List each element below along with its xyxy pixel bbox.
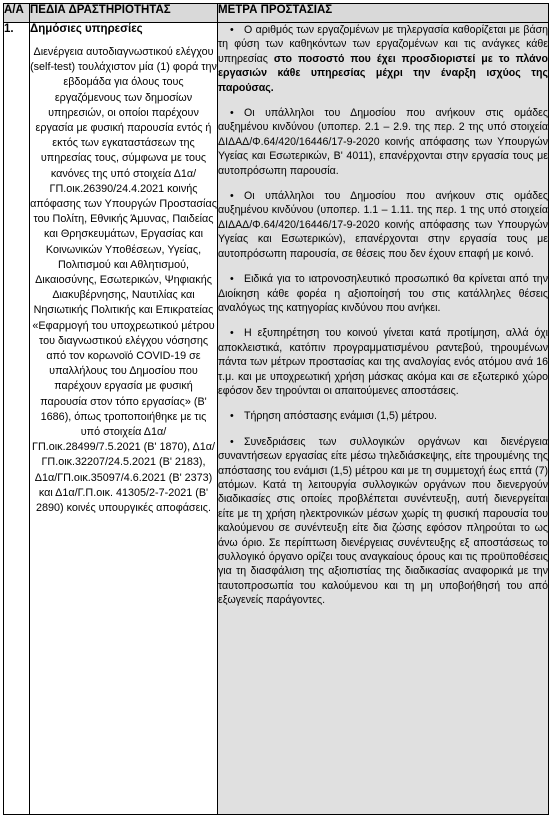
measure-item bbox=[218, 272, 548, 315]
header-number: Α/Α bbox=[4, 4, 30, 23]
field-title: Δημόσιες υπηρεσίες bbox=[30, 23, 143, 35]
measure-text: Η εξυπηρέτηση του κοινού γίνεται κατά προτίμηση, αλλά όχι αποκλειστικά, κατόπιν προγραμματισμένου ραντεβού, τηρουμένων πάντα των μέτρων προστασίας και της αναλογίας ενός ατόμου ανά 16 τ.μ. και με υποχρεωτική χρήση μάσκας ακόμα και σε εξωτερικό χώρο εφόσον δεν τηρούνται οι απαιτούμενες αποστάσεις. bbox=[218, 327, 548, 397]
measure-item bbox=[218, 435, 548, 608]
measure-text: Συνεδριάσεις των συλλογικών οργάνων και διενέργεια συναντήσεων εργασίας είτε μέσω τηλεδιάσκεψης, είτε τηρουμένης της απόστασης του ενάμισι (1,5) μέτρου και με τη συμμετοχή έως επτά (7) ατόμων. Κατά τη λειτουργία συλλογικών οργάνων που διενεργούν διαδικασίες στις οποίες προβλέπεται συνέντευξη, αυτή διενεργείται είτε με τη χρήση ηλεκτρονικών μέσων χωρίς τη φυσική παρουσία του καλούμενου σε συνέντευξη είτε δια ζώσης εφόσον πληρούται το ως άνω όριο. Σε περίπτωση διενέργειας συνέντευξης εξ αποστάσεως το συλλογικό όργανο ορίζει τους αναγκαίους όρους και τις προϋποθέσεις για τη διασφάλιση της αξιοπιστίας της διαδικασίας αναφορικά με την ταυτοπροσωπία του καλούμενου και τη μη υποβοήθησή του από εξωγενείς παράγοντες. bbox=[218, 435, 548, 607]
bullet-icon: • bbox=[230, 190, 234, 203]
table-header-row bbox=[4, 4, 549, 23]
field-description: Διενέργεια αυτοδιαγνωστικού ελέγχου (self-test) τουλάχιστον μία (1) φορά την εβδομάδα για όλους τους εργαζόμενους των δημοσίων υπηρεσιών, οι οποίοι παρέχουν εργασία με φυσική παρουσία εντός ή εκτός των εγκαταστάσεων της υπηρεσίας τους, σύμφωνα με τους κανόνες της υπό στοιχεία Δ1α/ΓΠ.οικ.26390/24.4.2021 κοινής απόφασης των Υπουργών Προστασίας του Πολίτη, Εθνικής Άμυνας, Παιδείας και Θρησκευμάτων, Εργασίας και Κοινωνικών Υποθέσεων, Υγείας, Πολιτισμού και Αθλητισμού, Δικαιοσύνης, Εσωτερικών, Ψηφιακής Διακυβέρνησης, Ναυτιλίας και Νησιωτικής Πολιτικής και Επικρατείας «Εφαρμογή του υποχρεωτικού μέτρου του διαγνωστικού ελέγχου νόσησης από τον κορωνοϊό COVID-19 σε υπαλλήλους του Δημοσίου που παρέχουν εργασία με φυσική παρουσία στον τόπο εργασίας» (Β' 1686), όπως τροποποιήθηκε με τις υπό στοιχεία Δ1α/ΓΠ.οικ.28499/7.5.2021 (Β' 1870), Δ1α/ΓΠ.οικ.32207/24.5.2021 (Β' 2183), Δ1α/ΓΠ.οικ.35097/4.6.2021 (Β' 2373) και Δ1α/Γ.Π.οικ. 41305/2-7-2021 (Β' 2890) κοινές υπουργικές αποφάσεις. bbox=[30, 46, 217, 515]
measure-text: Ειδικά για το ιατρονοσηλευτικό προσωπικό θα κρίνεται από την Διοίκηση κάθε φορέα η αξιοποίησή του στις κατάλληλες θέσεις αναλόγως της κατηγορίας κινδύνου που ανήκει. bbox=[218, 273, 548, 314]
measure-item bbox=[218, 189, 548, 261]
measure-text: Ο αριθμός των εργαζομένων με τηλεργασία καθορίζεται με βάση τη φύση των καθηκόντων των εργαζομένων και τις ανάγκες κάθε υπηρεσίας bbox=[218, 24, 548, 65]
measure-item bbox=[218, 409, 548, 423]
bullet-icon: • bbox=[230, 410, 234, 423]
header-protection-measures: ΜΕΤΡΑ ΠΡΟΣΤΑΣΙΑΣ bbox=[218, 4, 549, 23]
row-number: 1. bbox=[4, 23, 30, 815]
measure-item bbox=[218, 106, 548, 178]
bullet-icon: • bbox=[230, 24, 234, 36]
measures-cell bbox=[218, 23, 549, 815]
activity-field-cell bbox=[30, 23, 218, 815]
bullet-icon: • bbox=[230, 107, 234, 120]
measure-text: Τήρηση απόστασης ενάμισι (1,5) μέτρου. bbox=[244, 410, 437, 423]
header-activity-field: ΠΕΔΙΑ ΔΡΑΣΤΗΡΙΟΤΗΤΑΣ bbox=[30, 4, 218, 23]
bullet-icon: • bbox=[230, 435, 234, 448]
measures-table bbox=[3, 3, 549, 815]
measure-item bbox=[218, 23, 548, 95]
bullet-icon: • bbox=[230, 327, 234, 340]
bullet-icon: • bbox=[230, 273, 234, 286]
measure-text: Οι υπάλληλοι του Δημοσίου που ανήκουν στις ομάδες αυξημένου κινδύνου (υποπερ. 2.1 – 2.9. της περ. 2 της υπό στοιχεία ΔΙΔΑΔ/Φ.64/420/16446/17-9-2020 κοινής απόφασης των Υπουργών Υγείας και Εσωτερικών, Β' 4011), επανέρχονται στην εργασία τους με αυτοπρόσωπη παρουσία. bbox=[218, 107, 548, 177]
measure-emphasis: στο ποσοστό που έχει προσδιοριστεί με το πλάνο εργασιών κάθε υπηρεσίας μέχρι την έναρξη ισχύος της παρούσας. bbox=[218, 52, 548, 94]
measure-item bbox=[218, 326, 548, 398]
table-row bbox=[4, 23, 549, 815]
measure-text: Οι υπάλληλοι του Δημοσίου που ανήκουν στις ομάδες αυξημένου κινδύνου (υποπερ. 1.1 – 1.11. της περ. 1 της υπό στοιχεία ΔΙΔΑΔ/Φ.64/420/16446/17-9-2020 κοινής απόφασης των Υπουργών Υγείας και Εσωτερικών), επανέρχονται στην εργασία τους με αυτοπρόσωπη παρουσία, σε θέσεις που δεν έχουν επαφή με κοινό. bbox=[218, 190, 548, 260]
